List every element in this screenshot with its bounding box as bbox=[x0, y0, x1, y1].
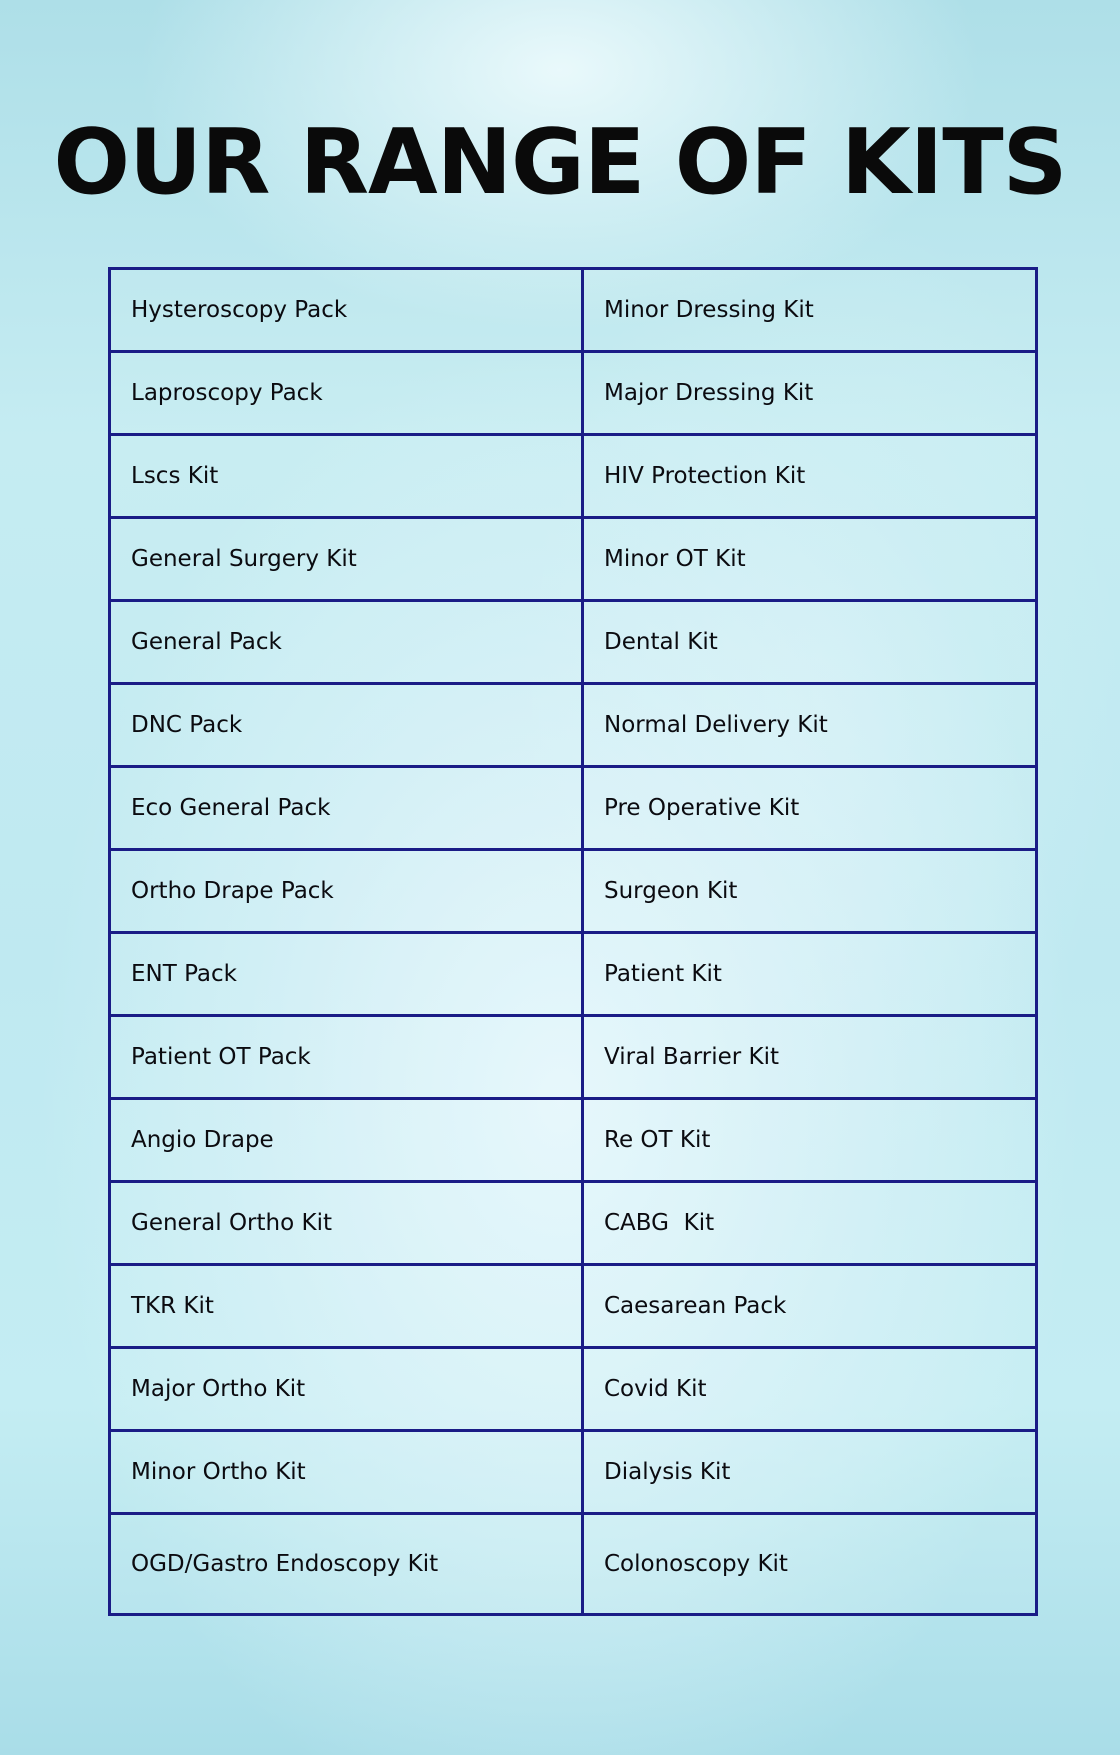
kits-table bbox=[108, 267, 1038, 1616]
kit-cell: ENT Pack bbox=[110, 933, 583, 1016]
table-row bbox=[110, 767, 1037, 850]
table-row bbox=[110, 352, 1037, 435]
kit-cell: Lscs Kit bbox=[110, 435, 583, 518]
kit-cell: Major Ortho Kit bbox=[110, 1348, 583, 1431]
table-row bbox=[110, 1514, 1037, 1615]
kit-cell: General Pack bbox=[110, 601, 583, 684]
kit-cell: Minor Dressing Kit bbox=[583, 269, 1037, 352]
kit-cell: Patient Kit bbox=[583, 933, 1037, 1016]
kit-cell: Colonoscopy Kit bbox=[583, 1514, 1037, 1615]
table-row bbox=[110, 1182, 1037, 1265]
kit-cell: General Surgery Kit bbox=[110, 518, 583, 601]
kit-cell: Surgeon Kit bbox=[583, 850, 1037, 933]
table-row bbox=[110, 850, 1037, 933]
kit-cell: Major Dressing Kit bbox=[583, 352, 1037, 435]
kit-cell: Caesarean Pack bbox=[583, 1265, 1037, 1348]
kit-cell: Hysteroscopy Pack bbox=[110, 269, 583, 352]
kit-cell: Re OT Kit bbox=[583, 1099, 1037, 1182]
kit-cell: Pre Operative Kit bbox=[583, 767, 1037, 850]
kit-cell: Patient OT Pack bbox=[110, 1016, 583, 1099]
kit-cell: Dental Kit bbox=[583, 601, 1037, 684]
kit-cell: TKR Kit bbox=[110, 1265, 583, 1348]
table-row bbox=[110, 1265, 1037, 1348]
kit-cell: CABG Kit bbox=[583, 1182, 1037, 1265]
kit-cell: Dialysis Kit bbox=[583, 1431, 1037, 1514]
kit-cell: General Ortho Kit bbox=[110, 1182, 583, 1265]
kit-cell: Eco General Pack bbox=[110, 767, 583, 850]
table-row bbox=[110, 684, 1037, 767]
kit-cell: Angio Drape bbox=[110, 1099, 583, 1182]
kit-cell: Covid Kit bbox=[583, 1348, 1037, 1431]
kit-cell: Viral Barrier Kit bbox=[583, 1016, 1037, 1099]
page-title: OUR RANGE OF KITS bbox=[53, 110, 1067, 215]
table-row bbox=[110, 601, 1037, 684]
table-row bbox=[110, 269, 1037, 352]
table-row bbox=[110, 1099, 1037, 1182]
table-row bbox=[110, 933, 1037, 1016]
table-row bbox=[110, 1016, 1037, 1099]
kit-cell: OGD/Gastro Endoscopy Kit bbox=[110, 1514, 583, 1615]
kit-cell: Minor OT Kit bbox=[583, 518, 1037, 601]
kit-cell: Laproscopy Pack bbox=[110, 352, 583, 435]
kit-cell: Normal Delivery Kit bbox=[583, 684, 1037, 767]
table-row bbox=[110, 435, 1037, 518]
kit-cell: Ortho Drape Pack bbox=[110, 850, 583, 933]
kit-cell: HIV Protection Kit bbox=[583, 435, 1037, 518]
kit-cell: DNC Pack bbox=[110, 684, 583, 767]
table-row bbox=[110, 518, 1037, 601]
kit-cell: Minor Ortho Kit bbox=[110, 1431, 583, 1514]
table-row bbox=[110, 1348, 1037, 1431]
table-row bbox=[110, 1431, 1037, 1514]
